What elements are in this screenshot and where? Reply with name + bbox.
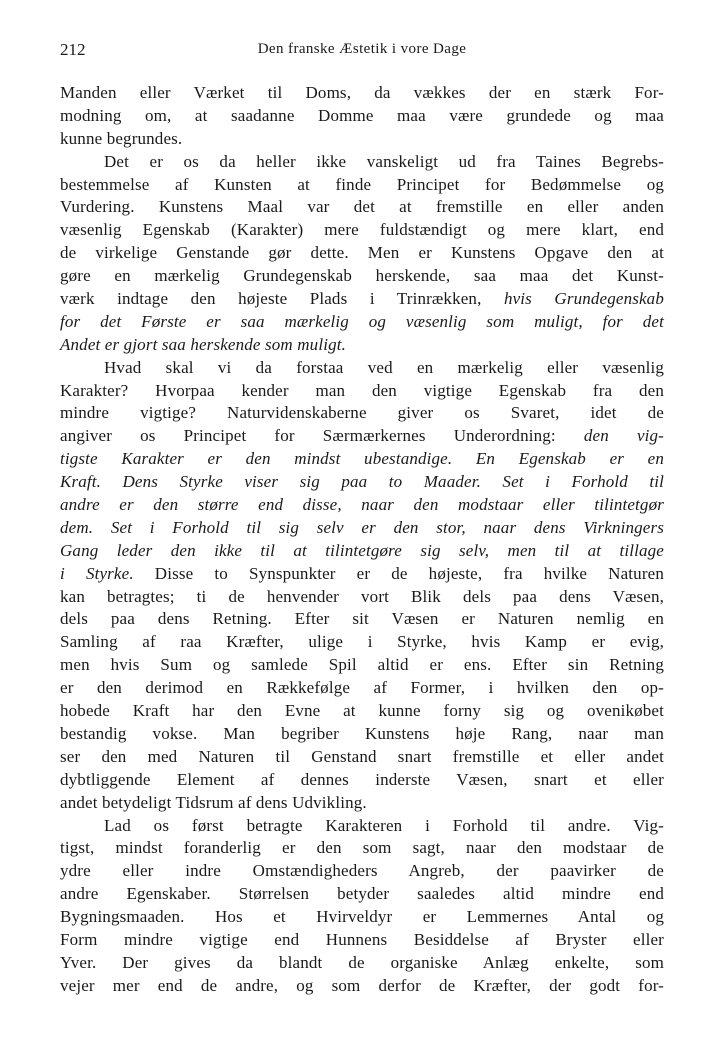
text-line: gøre en mærkelig Grundegenskab herskende, saa maa det Kunst- [60, 266, 664, 286]
text-line [60, 311, 664, 334]
text-line: kan betragtes; ti de henvender vort Blik dels paa dens Væsen, [60, 586, 664, 606]
text-line: Yver. Der gives da blandt de organiske Anlæg enkelte, som [60, 952, 664, 972]
italic-segment: tigste Karakter er den mindst ubestandige. En Egenskab er en [60, 449, 664, 469]
text-line: Hvad skal vi da forstaa ved en mærkelig eller væsenlig [104, 357, 664, 377]
text-line: ser den med Naturen til Genstand snart fremstille et eller andet [60, 746, 664, 766]
text-segment: Disse to Synspunkter er de højeste, fra hvilke Naturen [133, 563, 664, 583]
italic-segment: andre er den større end disse, naar den modstaar eller tilintetgør [60, 495, 664, 515]
text-line [60, 334, 664, 357]
text-line: bestemmelse af Kunsten at finde Principet for Bedømmelse og [60, 174, 664, 194]
italic-segment: Kraft. Dens Styrke viser sig paa to Maader. Set i Forhold til [60, 472, 664, 492]
text-line [60, 517, 664, 540]
text-line: de virkelige Genstande gør dette. Men er Kunstens Opgave den at [60, 243, 664, 263]
text-line [60, 563, 664, 586]
text-line: andre Egenskaber. Størrelsen betyder saaledes altid mindre end [60, 884, 664, 904]
italic-segment: i Styrke. [60, 563, 134, 583]
text-line: Det er os da heller ikke vanskeligt ud fra Taines Begrebs- [104, 151, 664, 171]
text-line: vejer mer end de andre, og som derfor de Kræfter, der godt for- [60, 975, 664, 995]
text-line: dybtliggende Element af dennes inderste Væsen, snart et eller [60, 769, 664, 789]
text-line: Form mindre vigtige end Hunnens Besiddelse af Bryster eller [60, 929, 664, 949]
text-segment: angiver os Principet for Særmærkernes Underordning: [60, 426, 584, 446]
text-line [60, 540, 664, 563]
text-line: væsenlig Egenskab (Karakter) mere fuldstændigt og mere klart, end [60, 220, 664, 240]
text-line [60, 425, 664, 448]
italic-segment: dem. Set i Forhold til sig selv er den stor, naar dens Virkningers [60, 517, 664, 537]
italic-segment: Gang leder den ikke til at tilintetgøre sig selv, men til at tillage [60, 540, 664, 560]
text-line: andet betydeligt Tidsrum af dens Udvikling. [60, 792, 367, 812]
text-line: ydre eller indre Omstændigheders Angreb, der paavirker de [60, 861, 664, 881]
text-line: modning om, at saadanne Domme maa være grundede og maa [60, 105, 664, 125]
text-line: tigst, mindst foranderlig er den som sagt, naar den modstaar de [60, 838, 664, 858]
text-line [60, 448, 664, 471]
italic-segment: hvis Grundegenskab [503, 289, 664, 309]
text-segment: værk indtage den højeste Plads i Trinrækken, [60, 289, 504, 309]
text-line: men hvis Sum og samlede Spil altid er ens. Efter sin Retning [60, 655, 664, 675]
text-line [60, 471, 664, 494]
text-line: Samling af raa Kræfter, ulige i Styrke, hvis Kamp er evig, [60, 632, 664, 652]
body-text [60, 82, 664, 998]
text-line: er den derimod en Rækkefølge af Former, i hvilken den op- [60, 678, 664, 698]
text-line: hobede Kraft har den Evne at kunne forny sig og ovenikøbet [60, 701, 664, 721]
text-line: Vurdering. Kunstens Maal var det at fremstille en eller anden [60, 197, 664, 217]
text-line: Lad os først betragte Karakteren i Forhold til andre. Vig- [104, 815, 664, 835]
running-title: Den franske Æstetik i vore Dage [257, 41, 467, 57]
text-line: kunne begrundes. [60, 128, 183, 148]
italic-segment: Andet er gjort saa herskende som muligt. [60, 334, 346, 354]
text-line [60, 494, 664, 517]
text-line: Karakter? Hvorpaa kender man den vigtige Egenskab fra den [60, 380, 664, 400]
italic-segment: for det Første er saa mærkelig og væsenlig som muligt, for det [60, 311, 664, 331]
italic-segment: den vig- [583, 426, 664, 446]
page-number: 212 [60, 40, 86, 59]
text-line: dels paa dens Retning. Efter sit Væsen er Naturen nemlig en [60, 609, 664, 629]
text-line [60, 288, 664, 311]
page-header [60, 40, 664, 64]
text-line: mindre vigtige? Naturvidenskaberne giver os Svaret, idet de [60, 403, 664, 423]
text-line: Manden eller Værket til Doms, da vækkes der en stærk For- [60, 83, 664, 102]
text-line: Bygningsmaaden. Hos et Hvirveldyr er Lemmernes Antal og [60, 907, 664, 927]
text-line: bestandig vokse. Man begriber Kunstens høje Rang, naar man [60, 723, 664, 743]
